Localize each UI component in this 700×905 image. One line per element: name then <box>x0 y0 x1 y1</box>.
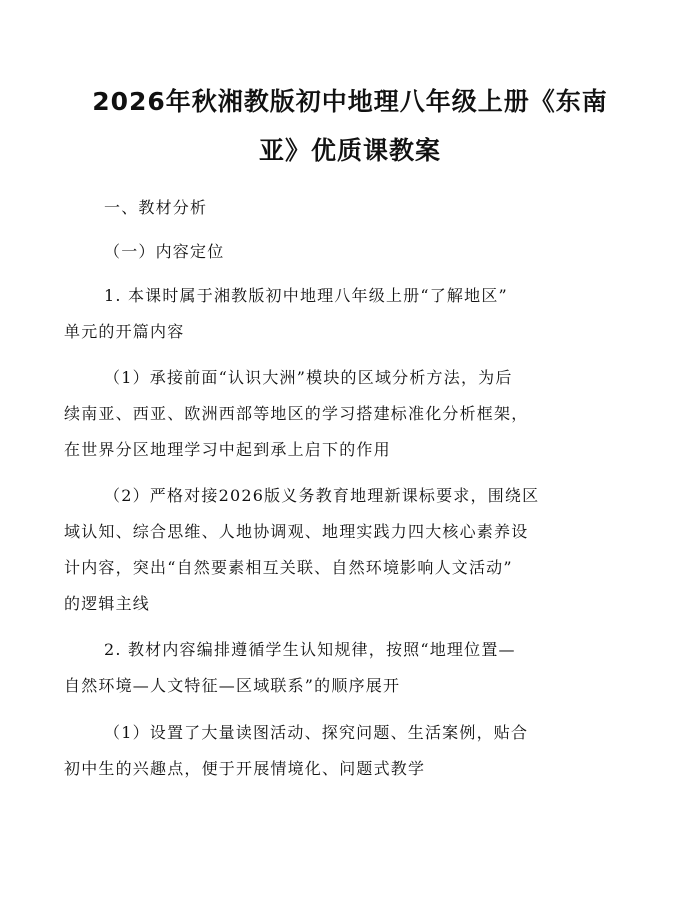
paragraph-line: 自然环境—人文特征—区域联系”的顺序展开 <box>64 676 401 695</box>
paragraph-line: 1. 本课时属于湘教版初中地理八年级上册“了解地区” <box>104 286 508 305</box>
paragraph-line: 2. 教材内容编排遵循学生认知规律，按照“地理位置— <box>104 640 516 659</box>
paragraph-line: （2）严格对接2026版义务教育地理新课标要求，围绕区 <box>104 486 540 505</box>
section-heading-textbook-analysis <box>104 190 604 226</box>
paragraph-line: 一、教材分析 <box>104 198 208 217</box>
paragraph-item-2-1 <box>64 715 604 787</box>
subsection-heading-content-positioning <box>104 234 604 270</box>
paragraph-line: （1）设置了大量读图活动、探究问题、生活案例，贴合 <box>104 723 529 742</box>
paragraph-line: （一）内容定位 <box>104 242 225 261</box>
paragraph-line: 在世界分区地理学习中起到承上启下的作用 <box>64 440 391 459</box>
paragraph-line: （1）承接前面“认识大洲”模块的区域分析方法，为后 <box>104 368 513 387</box>
paragraph-line: 域认知、综合思维、人地协调观、地理实践力四大核心素养设 <box>64 522 529 541</box>
paragraph-item-1-2 <box>64 478 604 622</box>
paragraph-line: 单元的开篇内容 <box>64 322 185 341</box>
paragraph-item-2 <box>64 632 604 704</box>
document-title-line-1: 2026年秋湘教版初中地理八年级上册《东南 <box>92 87 608 116</box>
paragraph-line: 初中生的兴趣点，便于开展情境化、问题式教学 <box>64 759 426 778</box>
paragraph-line: 计内容，突出“自然要素相互关联、自然环境影响人文活动” <box>64 558 513 577</box>
paragraph-line: 续南亚、西亚、欧洲西部等地区的学习搭建标准化分析框架， <box>64 404 529 423</box>
paragraph-item-1-1 <box>64 360 604 468</box>
paragraph-item-1 <box>64 278 604 350</box>
document-title-line-2: 亚》优质课教案 <box>258 136 441 165</box>
paragraph-line: 的逻辑主线 <box>64 594 151 613</box>
